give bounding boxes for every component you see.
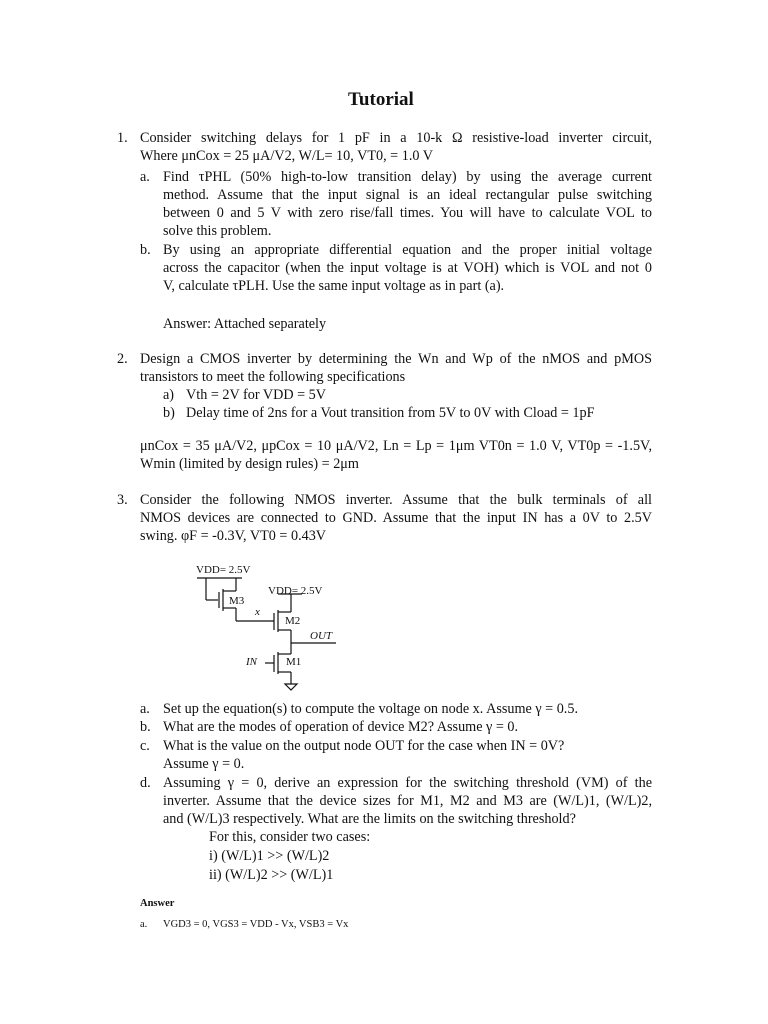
q2-b-label: b) [163, 405, 175, 421]
q1-a-line-1: Find τPHL (50% high-to-low transition delay) by using the average current [163, 169, 652, 185]
q3-d-line-2: inverter. Assume that the device sizes for M1, M2 and M3 are (W/L)1, (W/L)2, [163, 793, 652, 809]
q2-a-label: a) [163, 387, 175, 403]
q3-d-case-1: i) (W/L)1 >> (W/L)2 [209, 848, 330, 864]
q1-b-line-1: By using an appropriate differential equation and the proper initial voltage [163, 242, 652, 258]
q2-spec-a: Vth = 2V for VDD = 5V [186, 387, 327, 403]
page-title: Tutorial [348, 89, 414, 110]
answer-a-text: VGD3 = 0, VGS3 = VDD - Vx, VSB3 = Vx [163, 919, 349, 930]
q2-line-1: Design a CMOS inverter by determining the Wn and Wp of the nMOS and pMOS [140, 351, 652, 367]
circuit-m1-label: M1 [286, 656, 302, 668]
q3-line-2: NMOS devices are connected to GND. Assume that the input IN has a 0V to 2.5V [140, 510, 652, 526]
circuit-vdd-left-label: VDD= 2.5V [196, 564, 251, 576]
circuit-m2-label: M2 [285, 615, 301, 627]
answer-heading: Answer [140, 898, 175, 909]
circuit-vdd-right-label: VDD= 2.5V [268, 585, 323, 597]
q3-number: 3. [117, 492, 128, 508]
q3-b-label: b. [140, 719, 151, 735]
q3-line-3: swing. φF = -0.3V, VT0 = 0.43V [140, 528, 327, 544]
q2-spec-b: Delay time of 2ns for a Vout transition from 5V to 0V with Cload = 1pF [186, 405, 595, 421]
q1-a-label: a. [140, 169, 150, 185]
answer-a-label: a. [140, 919, 148, 930]
q3-a-text: Set up the equation(s) to compute the voltage on node x. Assume γ = 0.5. [163, 701, 578, 717]
q1-b-line-3: V, calculate τPLH. Use the same input voltage as in part (a). [163, 278, 505, 294]
q3-d-line-4: For this, consider two cases: [209, 829, 371, 845]
q3-c-line-2: Assume γ = 0. [163, 756, 245, 772]
q1-a-line-4: solve this problem. [163, 223, 272, 239]
q3-d-line-3: and (W/L)3 respectively. What are the limits on the switching threshold? [163, 811, 576, 827]
q1-b-label: b. [140, 242, 151, 258]
circuit-in-label: IN [246, 656, 257, 668]
q1-b-line-2: across the capacitor (when the input voltage is at VOH) which is VOL and not 0 [163, 260, 652, 276]
circuit-out-label: OUT [310, 630, 333, 642]
q3-d-label: d. [140, 775, 151, 791]
nmos-inverter-schematic [190, 560, 350, 696]
q3-a-label: a. [140, 701, 150, 717]
q1-answer: Answer: Attached separately [163, 316, 327, 332]
q1-a-line-3: between 0 and 5 V with zero rise/fall times. You will have to calculate VOL to [163, 205, 652, 221]
q2-line-2: transistors to meet the following specifications [140, 369, 406, 385]
q3-b-text: What are the modes of operation of device M2? Assume γ = 0. [163, 719, 519, 735]
q1-number: 1. [117, 130, 128, 146]
q3-c-line-1: What is the value on the output node OUT for the case when IN = 0V? [163, 738, 565, 754]
q1-line-1: Consider switching delays for 1 pF in a 10-k Ω resistive-load inverter circuit, [140, 130, 652, 146]
q3-d-case-2: ii) (W/L)2 >> (W/L)1 [209, 867, 334, 883]
q2-params-line-1: μnCox = 35 μA/V2, μpCox = 10 μA/V2, Ln = Lp = 1μm VT0n = 1.0 V, VT0p = -1.5V, [140, 438, 652, 454]
circuit-m3-label: M3 [229, 595, 245, 607]
q3-c-label: c. [140, 738, 150, 754]
q2-params-line-2: Wmin (limited by design rules) = 2μm [140, 456, 359, 472]
q2-number: 2. [117, 351, 128, 367]
circuit-node-x-label: x [255, 606, 260, 618]
q1-line-2: Where μnCox = 25 μA/V2, W/L= 10, VT0, = 1.0 V [140, 148, 433, 164]
q3-d-line-1: Assuming γ = 0, derive an expression for the switching threshold (VM) of the [163, 775, 652, 791]
q3-line-1: Consider the following NMOS inverter. Assume that the bulk terminals of all [140, 492, 652, 508]
q1-a-line-2: method. Assume that the input signal is an ideal rectangular pulse switching [163, 187, 652, 203]
